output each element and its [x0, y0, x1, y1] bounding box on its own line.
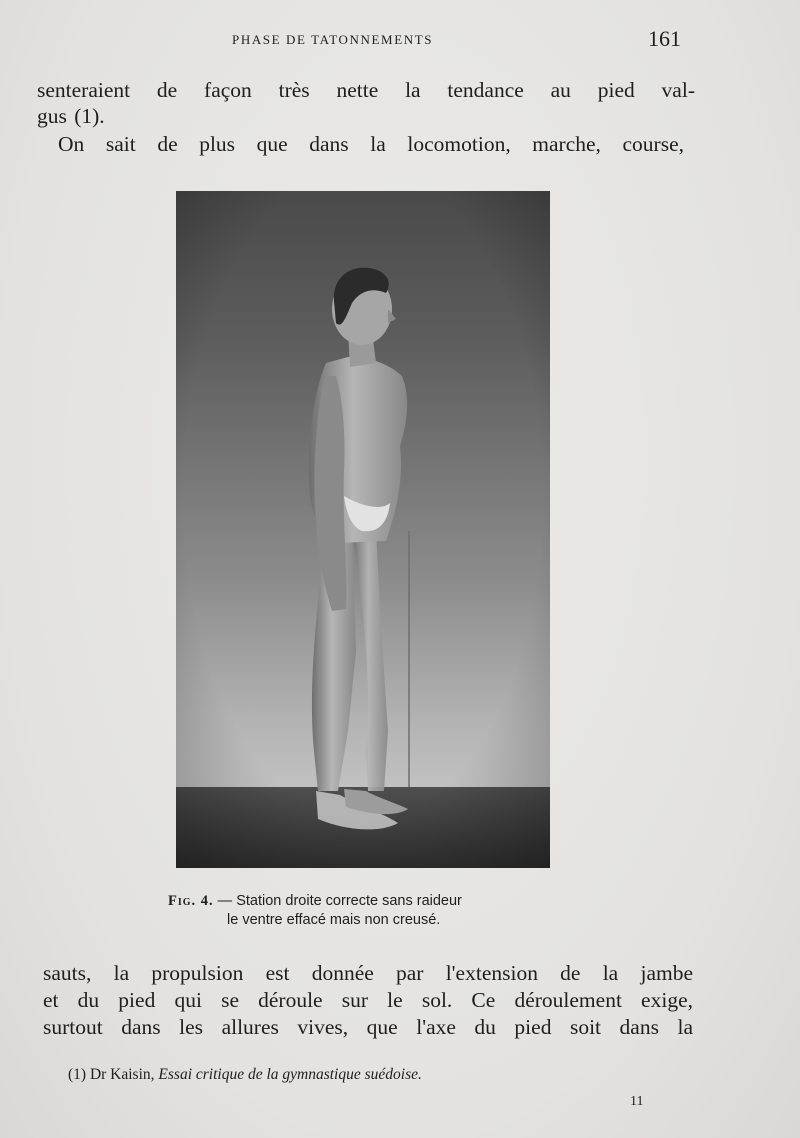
paragraph-line: sauts, la propulsion est donnée par l'extension de la jambe — [43, 961, 693, 985]
standing-man-photo — [176, 191, 550, 868]
paragraph-line: et du pied qui se déroule sur le sol. Ce déroulement exige, — [43, 988, 693, 1012]
footnote-title: Essai critique de la gymnastique suédoise. — [158, 1066, 422, 1083]
figure-caption-text: — Station droite correcte sans raideur — [213, 893, 462, 909]
page-number: 161 — [648, 26, 681, 51]
figure-photograph — [176, 191, 550, 868]
footnote-marker: (1) Dr Kaisin, — [68, 1066, 159, 1083]
paragraph-line: senteraient de façon très nette la tendance au pied val- — [37, 78, 695, 102]
paragraph-line: On sait de plus que dans la locomotion, marche, course, — [58, 132, 684, 156]
figure-caption-line2: le ventre effacé mais non creusé. — [227, 912, 441, 928]
running-head: PHASE DE TATONNEMENTS — [232, 32, 434, 47]
signature-mark: 11 — [630, 1094, 644, 1109]
paragraph-line: surtout dans les allures vives, que l'axe du pied soit dans la — [43, 1015, 693, 1039]
paragraph-line: gus (1). — [37, 104, 105, 128]
figure-label: Fig. 4. — [168, 893, 214, 909]
footnote — [68, 1066, 422, 1084]
figure-caption-line1 — [168, 893, 462, 910]
